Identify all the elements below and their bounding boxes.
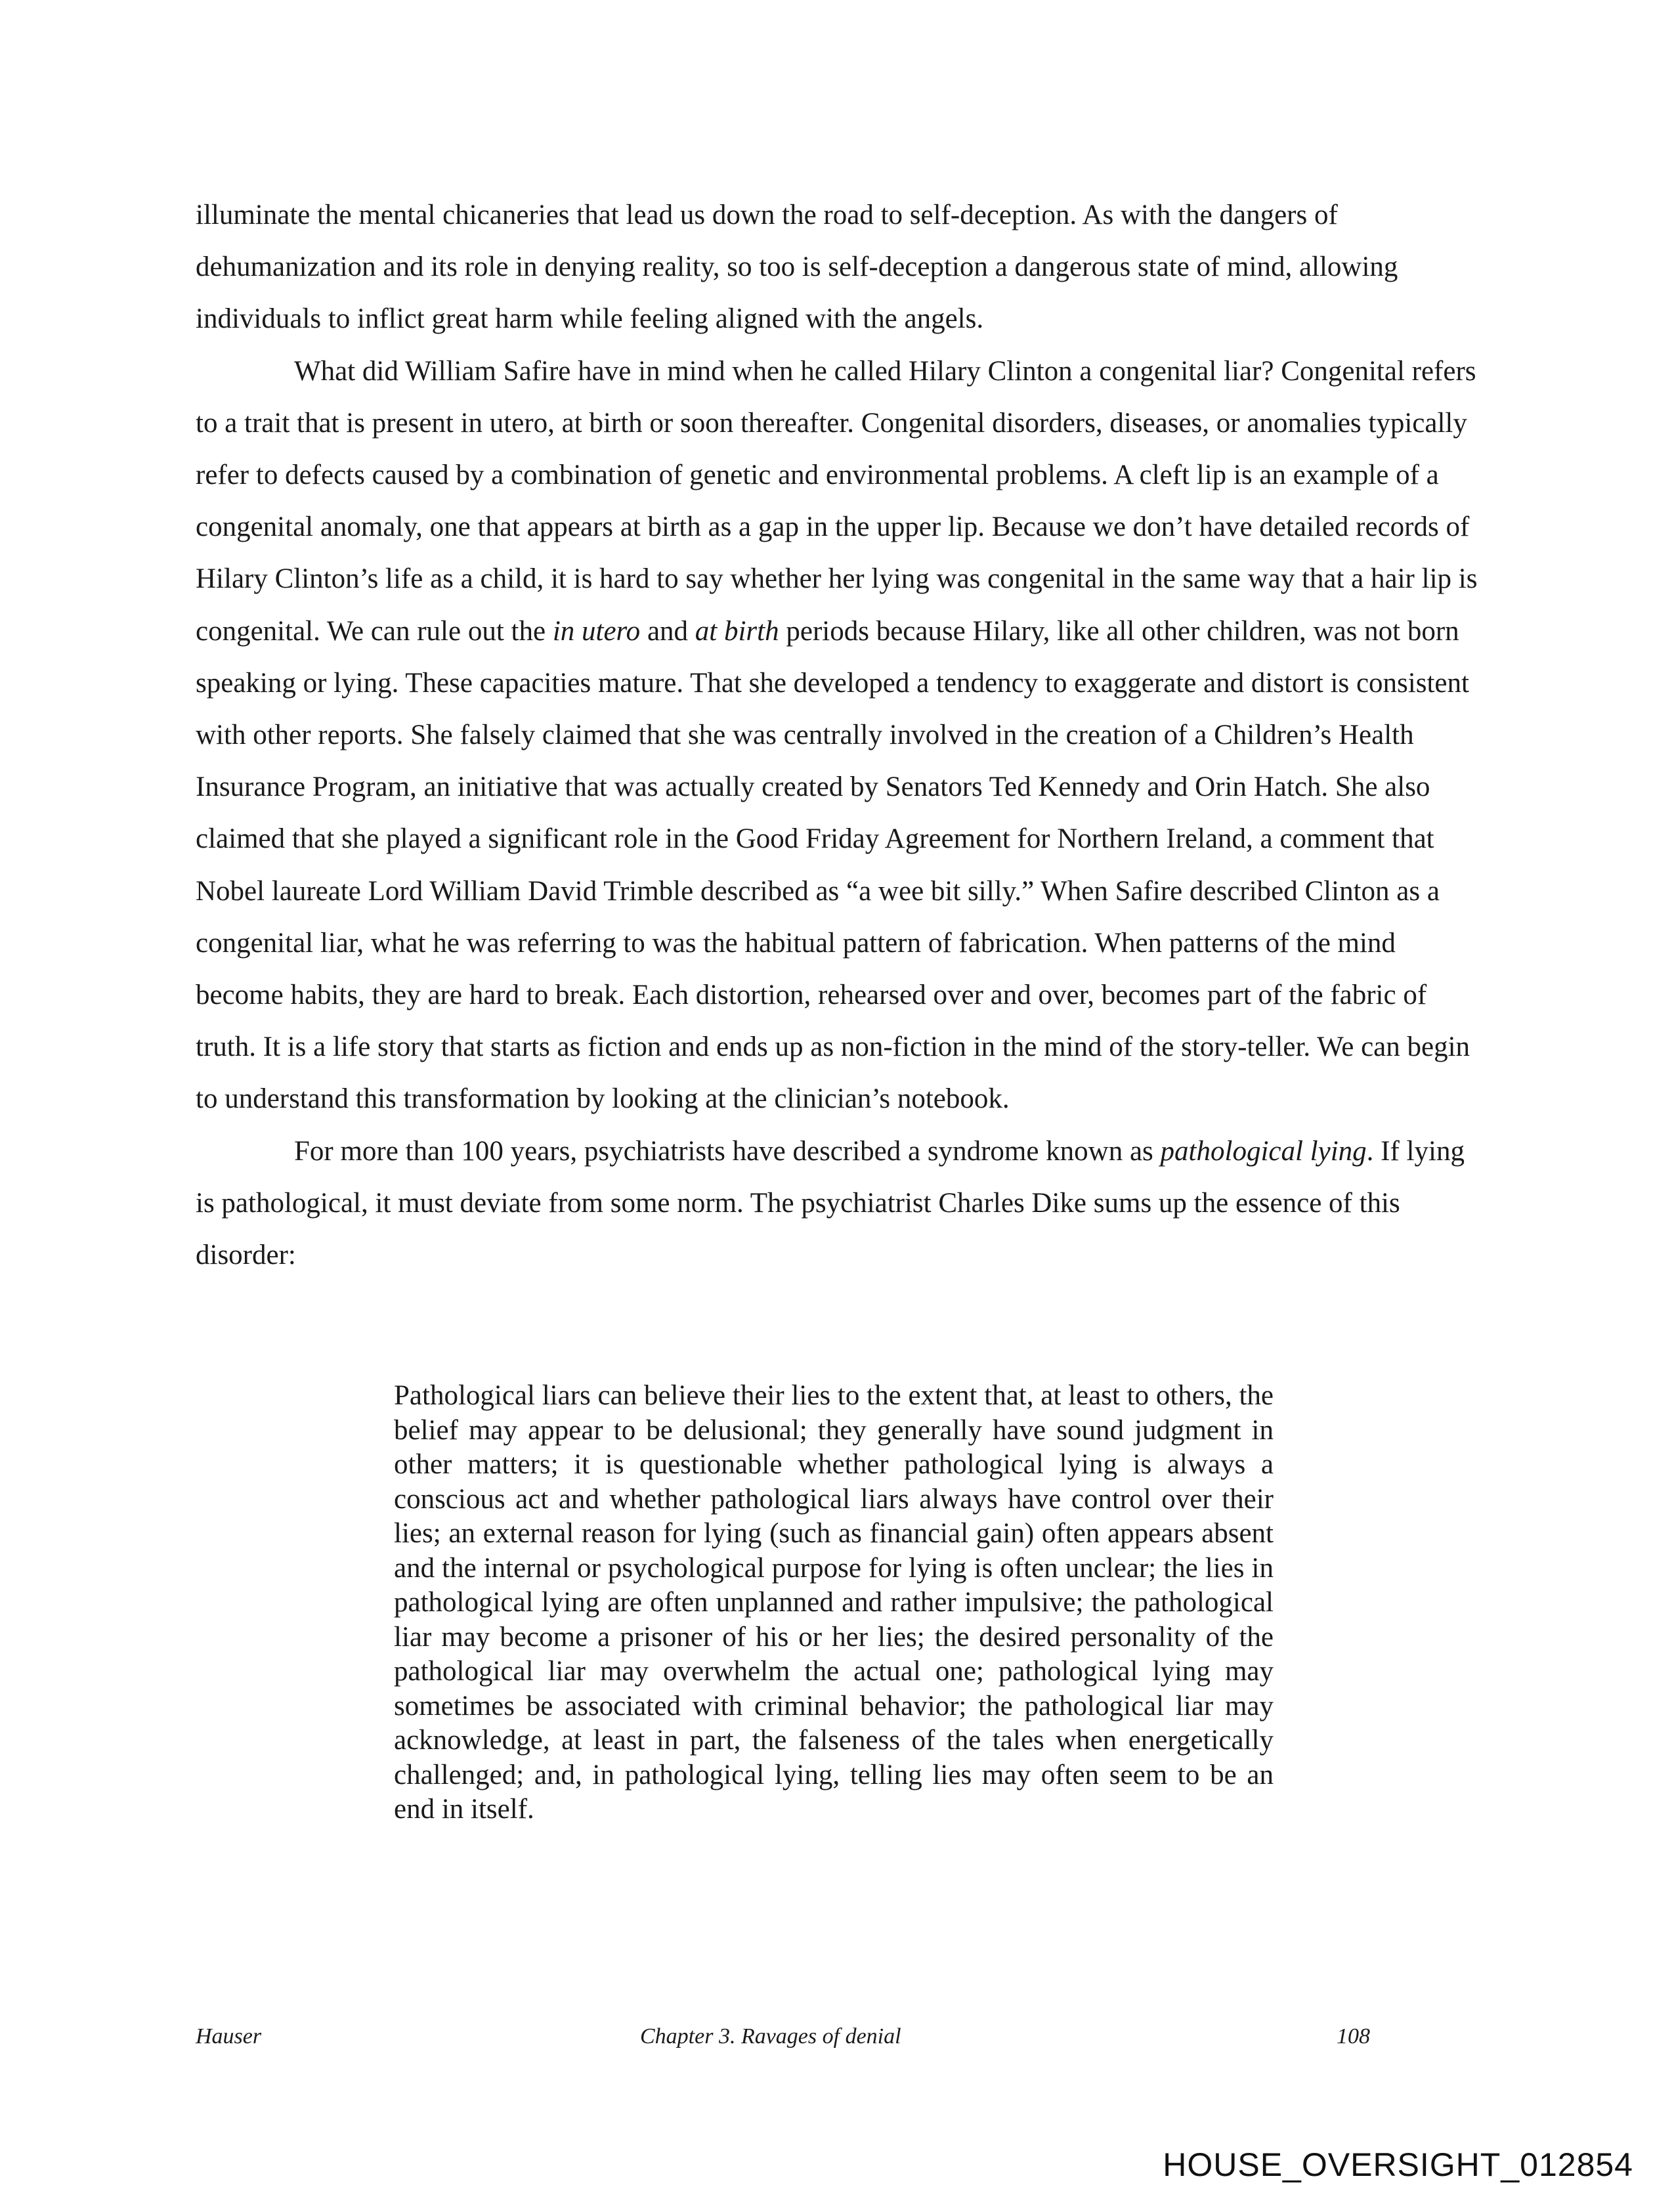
- italic-in-utero: in utero: [552, 615, 641, 647]
- paragraph-1: illuminate the mental chicaneries that lead us down the road to self-deception. As with the dangers of dehumanization and its role in denying reality, so too is self-deception a dangerous state of mind, allowing individuals to inflict great harm while feeling aligned with the angels.: [196, 200, 1398, 335]
- italic-at-birth: at birth: [695, 615, 779, 647]
- paragraph-2: [196, 345, 1482, 1125]
- footer-author: Hauser: [196, 2024, 262, 2049]
- paragraph-2-text-b: and: [640, 615, 695, 647]
- block-quote: Pathological liars can believe their lies to the extent that, at least to others, the belief may appear to be delusional; they generally have sound judgment in other matters; it is questionable whether pathological lying is always a conscious act and whether pathological liars always have control over their lies; an external reason for lying (such as financial gain) often appears absent and the internal or psychological purpose for lying is often unclear; the lies in pathological lying are often unplanned and rather impulsive; the pathological liar may become a prisoner of his or her lies; the desired personality of the pathological liar may overwhelm the actual one; pathological lying may sometimes be associated with criminal behavior; the pathological liar may acknowledge, at least in part, the falseness of the tales when energetically challenged; and, in pathological lying, telling lies may often seem to be an end in itself.: [394, 1380, 1274, 1825]
- footer-chapter: Chapter 3. Ravages of denial: [640, 2024, 901, 2049]
- main-text: [196, 189, 1482, 1281]
- footer-page-number: 108: [1337, 2024, 1370, 2049]
- bates-stamp: HOUSE_OVERSIGHT_012854: [1163, 2146, 1633, 2183]
- italic-pathological-lying: pathological lying: [1160, 1135, 1367, 1167]
- paragraph-3-text-a: For more than 100 years, psychiatrists have described a syndrome known as: [294, 1135, 1161, 1167]
- paragraph-2-text-a: What did William Safire have in mind when he called Hilary Clinton a congenital liar? Congenital refers to a trait that is present in utero, at birth or soon thereafter. Congenital disorders, diseases, or anomalies typically refer to defects caused by a combination of genetic and environmental problems. A cleft lip is an example of a congenital anomaly, one that appears at birth as a gap in the upper lip. Because we don’t have detailed records of Hilary Clinton’s life as a child, it is hard to say whether her lying was congenital in the same way that a hair lip is congenital. We can rule out the: [196, 355, 1478, 647]
- paragraph-2-text-c: periods because Hilary, like all other children, was not born speaking or lying. These capacities mature. That she developed a tendency to exaggerate and distort is consistent with other reports. She falsely claimed that she was centrally involved in the creation of a Children’s Health Insurance Program, an initiative that was actually created by Senators Ted Kennedy and Orin Hatch. She also claimed that she played a significant role in the Good Friday Agreement for Northern Ireland, a comment that Nobel laureate Lord William David Trimble described as “a wee bit silly.” When Safire described Clinton as a congenital liar, what he was referring to was the habitual pattern of fabrication. When patterns of the mind become habits, they are hard to break. Each distortion, rehearsed over and over, becomes part of the fabric of truth. It is a life story that starts as fiction and ends up as non-fiction in the mind of the story-teller. We can begin to understand this transformation by looking at the clinician’s notebook.: [196, 615, 1470, 1115]
- paragraph-3-text-b: . If lying is pathological, it must deviate from some norm. The psychiatrist Charles Dike sums up the essence of this disorder:: [196, 1135, 1465, 1271]
- paragraph-3: [196, 1125, 1482, 1282]
